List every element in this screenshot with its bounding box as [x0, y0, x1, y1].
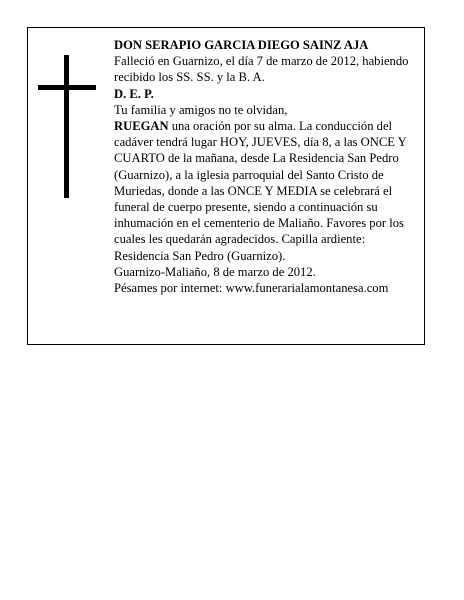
cross-vertical-bar: [64, 55, 69, 198]
request-word: RUEGAN: [114, 119, 169, 134]
cross-horizontal-bar: [38, 85, 96, 90]
deceased-name: DON SERAPIO GARCIA DIEGO SAINZ AJA: [114, 38, 369, 52]
obituary-notice: [27, 27, 425, 345]
place-date: Guarnizo-Maliaño, 8 de marzo de 2012.: [114, 264, 316, 279]
rip-line: D. E. P.: [114, 86, 154, 101]
death-notice: Falleció en Guarnizo, el día 7 de marzo de 2012, habiendo recibido los SS. SS. y la B. A.: [114, 54, 409, 85]
request-paragraph: [114, 118, 418, 264]
obituary-text: [114, 37, 418, 296]
request-text: una oración por su alma. La conducción del cadáver tendrá lugar HOY, JUEVES, día 8, a las ONCE Y CUARTO de la mañana, desde La Residencia San Pedro (Guarnizo), a la iglesia parroquial del Santo Cristo de Muriedas, donde a las ONCE Y MEDIA se celebrará el funeral de cuerpo presente, siendo a continuación su inhumación en el cementerio de Maliaño. Favores por los cuales les quedarán agradecidos. Capilla ardiente: Residencia San Pedro (Guarnizo).: [114, 119, 407, 263]
cross-icon: [38, 55, 96, 198]
family-line: Tu familia y amigos no te olvidan,: [114, 102, 288, 117]
condolences-line: Pésames por internet: www.funerarialamontanesa.com: [114, 281, 389, 296]
